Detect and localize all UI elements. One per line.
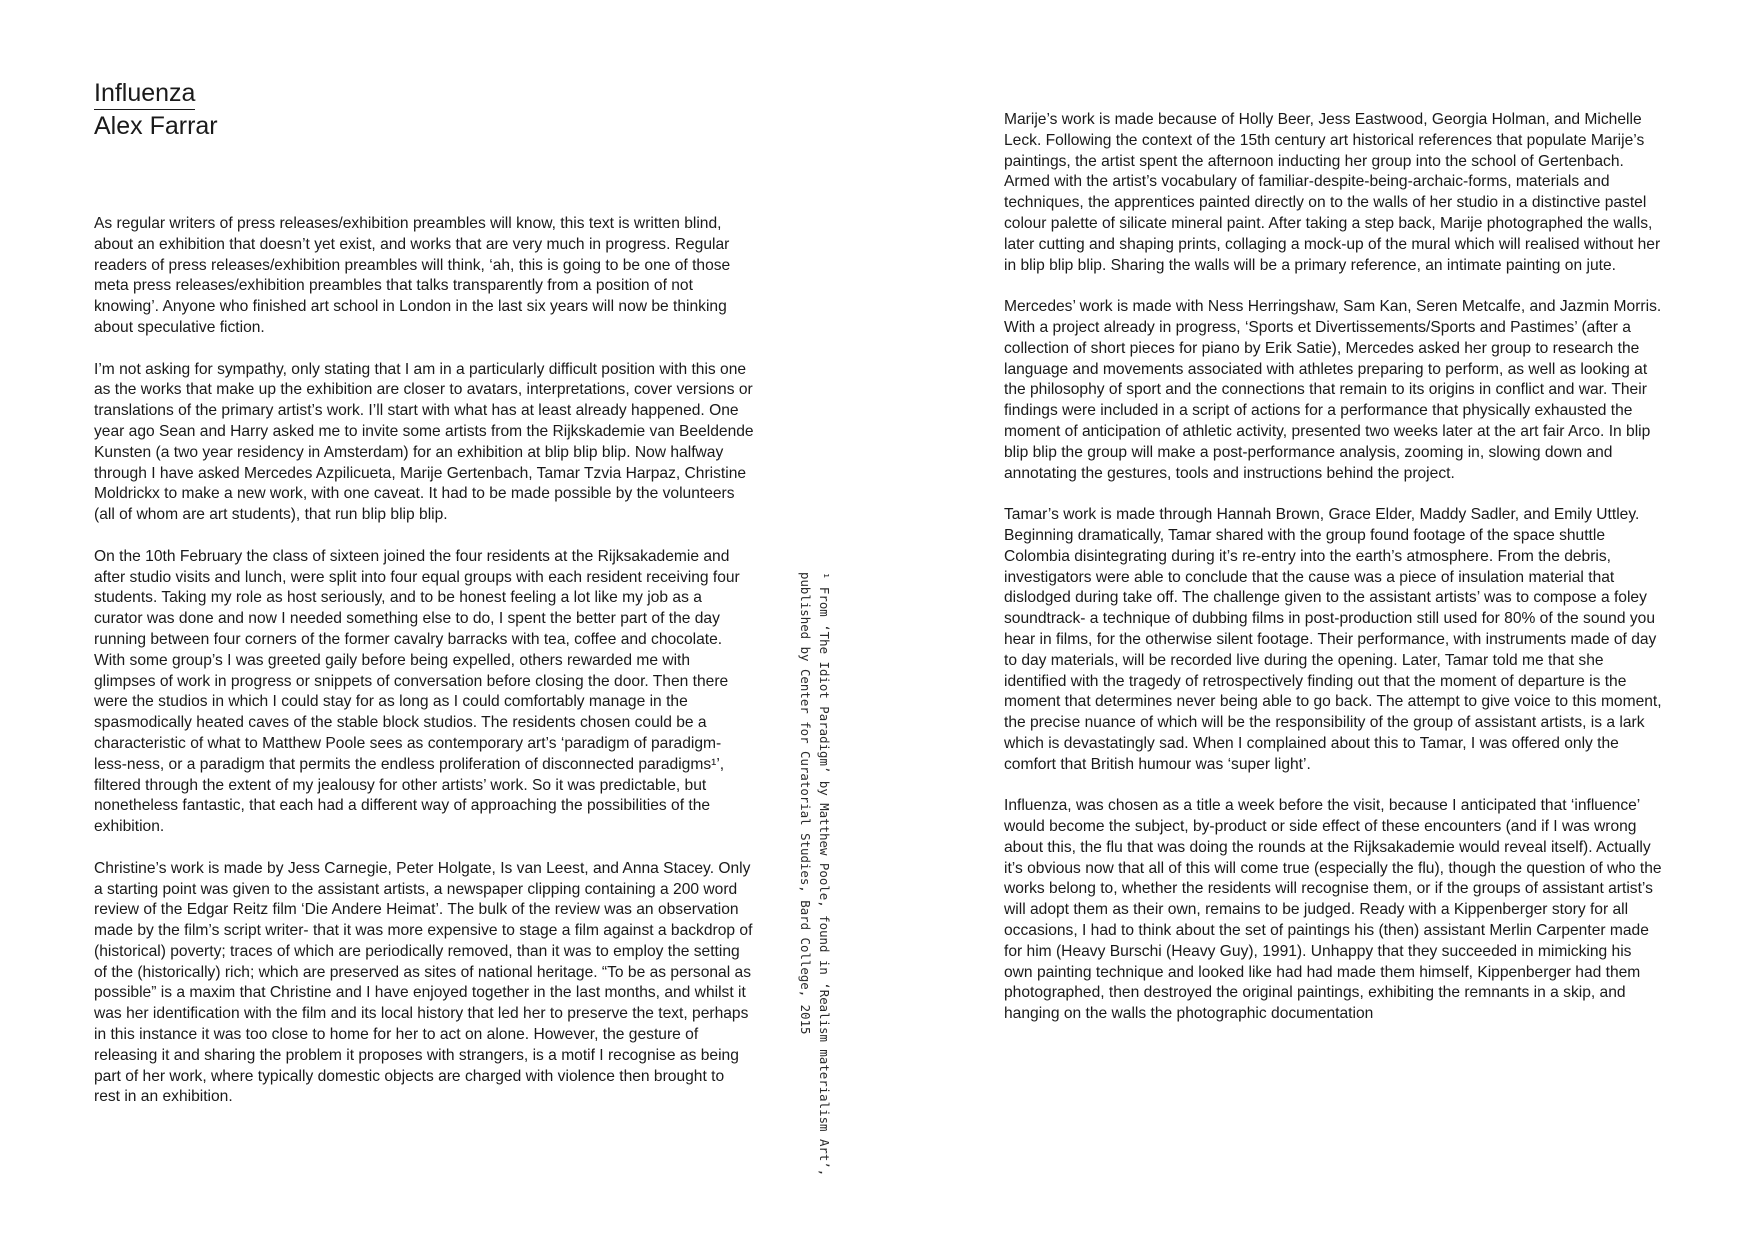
paragraph: Tamar’s work is made through Hannah Brown, Grace Elder, Maddy Sadler, and Emily Uttley. Beginning dramatically, Tamar shared with the group found footage of the space shuttle Colombia disintegrating during it’s re-entry into the earth’s atmosphere. From the debris, investigators were able to conclude that the cause was a piece of insulation material that dislodged during take off. The challenge given to the assistant artists’ was to compose a foley soundtrack- a technique of dubbing films in post-production still used for 80% of the sound you hear in films, for the otherwise silent footage. Their performance, with instruments made of day to day materials, will be recorded live during the opening. Later, Tamar told me that she identified with the tragedy of retrospectively finding out that the moment of departure is the moment that determines never being able to go back. The attempt to give voice to this moment, the precise nuance of which will be the responsibility of the group of assistant artists, is a lark which is devastatingly sad. When I complained about this to Tamar, I was offered only the comfort that British humour was ‘super light’. <box>1004 506 1662 773</box>
title-block <box>94 78 218 141</box>
paragraph: On the 10th February the class of sixteen joined the four residents at the Rijksakademie and after studio visits and lunch, were split into four equal groups with each resident receiving four students. Taking my role as host seriously, and to be honest feeling a lot like my job as a curator was done and now I needed something else to do, I spent the better part of the day running between four corners of the former cavalry barracks with tea, coffee and chocolate. With some group’s I was greeted gaily before being expelled, others rewarded me with glimpses of work in progress or snippets of conversation before closing the door. Then there were the studios in which I could stay for as long as I could comfortably manage in the spasmodically heated caves of the stable block studios. The residents chosen could be a characteristic of what to Matthew Poole sees as contemporary art’s ‘paradigm of paradigm-less-ness, or a paradigm that permits the endless proliferation of disconnected paradigms¹’, filtered through the extent of my jealousy for other artists’ work. So it was predictable, but nonetheless fantastic, that each had a different way of approaching the possibilities of the exhibition. <box>94 547 740 836</box>
footnote-line: ¹ From ‘The Idiot Paradigm’ by Matthew Poole, found in ‘Realism materialism Art’, <box>817 572 832 1177</box>
paragraph: As regular writers of press releases/exhibition preambles will know, this text is written blind, about an exhibition that doesn’t yet exist, and works that are very much in progress. Regular readers of press releases/exhibition preambles will think, ‘ah, this is going to be one of those meta press releases/exhibition preambles that talks transparently from a position of not knowing’. Anyone who finished art school in London in the last six years will now be thinking about speculative fiction. <box>94 215 731 336</box>
paragraph: I’m not asking for sympathy, only stating that I am in a particularly difficult position with this one as the works that make up the exhibition are closer to avatars, interpretations, cover versions or translations of the primary artist’s work. I’ll start with what has at least already happened. One year ago Sean and Harry asked me to invite some artists from the Rijkskademie van Beeldende Kunsten (a two year residency in Amsterdam) for an exhibition at blip blip blip. Now halfway through I have asked Mercedes Azpilicueta, Marije Gertenbach, Tamar Tzvia Harpaz, Christine Moldrickx to make a new work, with one caveat. It had to be made possible by the volunteers (all of whom are art students), that run blip blip blip. <box>94 360 754 524</box>
left-column <box>94 214 754 1129</box>
footnote-line: published by Center for Curatorial Studies, Bard College, 2015 <box>798 572 813 1035</box>
footnote-container <box>792 572 834 1202</box>
author-name: Alex Farrar <box>94 112 218 140</box>
paragraph: Influenza, was chosen as a title a week before the visit, because I anticipated that ‘influence’ would become the subject, by-product or side effect of these encounters (and if I was wrong about this, the flu that was doing the rounds at the Rijksakademie would reveal itself). Actually it’s obvious now that all of this will come true (especially the flu), though the question of who the works belong to, whether the residents will recognise them, or if the groups of assistant artist’s will adopt them as their own, remains to be judged. Ready with a Kippenberger story for all occasions, I had to think about the set of paintings his (then) assistant Merlin Carpenter made for him (Heavy Burschi (Heavy Guy), 1991). Unhappy that they succeeded in mimicking his own painting technique and looked like had had made them himself, Kippenberger had them photographed, then destroyed the original paintings, exhibiting the remnants in a skip, and hanging on the walls the photographic documentation <box>1004 797 1662 1023</box>
paragraph: Christine’s work is made by Jess Carnegie, Peter Holgate, Is van Leest, and Anna Stacey. Only a starting point was given to the assistant artists, a newspaper clipping containing a 200 word review of the Edgar Reitz film ‘Die Andere Heimat’. The bulk of the review was an observation made by the film’s script writer- that it was more expensive to stage a film against a backdrop of (historical) poverty; traces of which are periodically removed, than it was to employ the setting of the (historically) rich; which are preserved as sites of national heritage. “To be as personal as possible” is a maxim that Christine and I have enjoyed together in the last months, and whilst it was her identification with the film and its local history that led her to preserve the text, perhaps in this instance it was too close to home for her to act on alone. However, the gesture of releasing it and sharing the problem it proposes with strangers, is a motif I recognise as being part of her work, where typically domestic objects are charged with violence then brought to rest in an exhibition. <box>94 859 753 1106</box>
footnote <box>792 572 834 1202</box>
right-column <box>1004 110 1664 1046</box>
paragraph: Mercedes’ work is made with Ness Herringshaw, Sam Kan, Seren Metcalfe, and Jazmin Morris. With a project already in progress, ‘Sports et Divertissements/Sports and Pastimes’ (after a collection of short pieces for piano by Erik Satie), Mercedes asked her group to research the language and movements associated with athletes preparing to perform, as well as looking at the philosophy of sport and the connections that remain to its origins in conflict and war. Their findings were included in a script of actions for a performance that physically exhausted the moment of anticipation of athletic activity, presented two weeks later at the art fair Arco. In blip blip blip the group will make a post-performance analysis, zooming in, slowing down and annotating the gestures, tools and instructions behind the project. <box>1004 298 1662 482</box>
paragraph: Marije’s work is made because of Holly Beer, Jess Eastwood, Georgia Holman, and Michelle Leck. Following the context of the 15th century art historical references that populate Marije’s paintings, the artist spent the afternoon inducting her group into the school of Gertenbach. Armed with the artist’s vocabulary of familiar-despite-being-archaic-forms, materials and techniques, the apprentices painted directly on to the walls of her studio in a distinctive pastel colour palette of silicate mineral paint. After taking a step back, Marije photographed the walls, later cutting and shaping prints, collaging a mock-up of the mural which will realised without her in blip blip blip. Sharing the walls will be a primary reference, an intimate painting on jute. <box>1004 111 1661 274</box>
page-title: Influenza <box>94 78 195 110</box>
